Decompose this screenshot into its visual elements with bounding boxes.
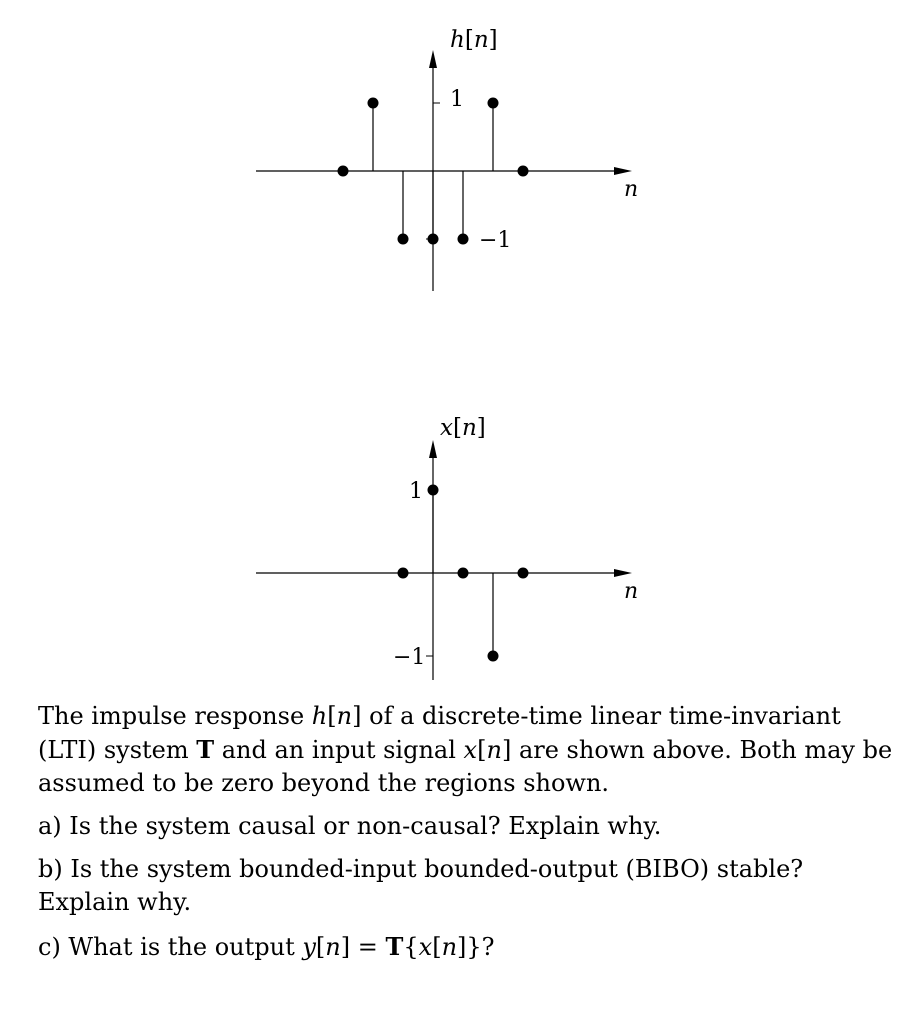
h-stem-point-n0	[428, 234, 439, 245]
h-stem-point-n-1	[398, 234, 409, 245]
x-y-axis-arrow	[429, 440, 437, 458]
x-title: x[n]	[440, 415, 486, 441]
h-ytick-label-1: 1	[450, 87, 464, 112]
input-signal-plot	[256, 415, 638, 680]
h-x-axis-label: n	[624, 177, 639, 202]
x-x-axis-arrow	[614, 569, 632, 577]
x-ytick-label-minus1: −1	[393, 645, 426, 670]
h-x-axis-arrow	[614, 167, 632, 175]
x-stem-point-n2	[488, 651, 499, 662]
h-ytick-label-minus1: −1	[479, 228, 512, 253]
h-stem-point-n2	[488, 98, 499, 109]
x-stem-point-n1	[458, 568, 469, 579]
h-stem-point-n1	[458, 234, 469, 245]
h-stem-point-n-2	[368, 98, 379, 109]
x-ytick-label-1: 1	[409, 479, 423, 504]
x-x-axis-label: n	[624, 579, 639, 604]
x-stem-point-n3	[518, 568, 529, 579]
h-stem-point-n3	[518, 166, 529, 177]
h-y-axis-arrow	[429, 50, 437, 68]
question-a: a) Is the system causal or non-causal? Explain why.	[38, 812, 662, 840]
x-stem-point-n-1	[398, 568, 409, 579]
impulse-response-plot	[256, 27, 638, 291]
x-stem-point-n0	[428, 485, 439, 496]
question-b: b) Is the system bounded-input bounded-output (BIBO) stable? Explain why.	[38, 855, 804, 916]
h-title: h[n]	[450, 27, 498, 53]
question-c: c) What is the output y[n] = T{x[n]}?	[38, 932, 495, 961]
problem-intro: The impulse response h[n] of a discrete-time linear time-invariant (LTI) system T and an input signal x[n] are shown above. Both may be assumed to be zero beyond the regions shown.	[38, 702, 893, 797]
h-stem-point-n-3	[338, 166, 349, 177]
